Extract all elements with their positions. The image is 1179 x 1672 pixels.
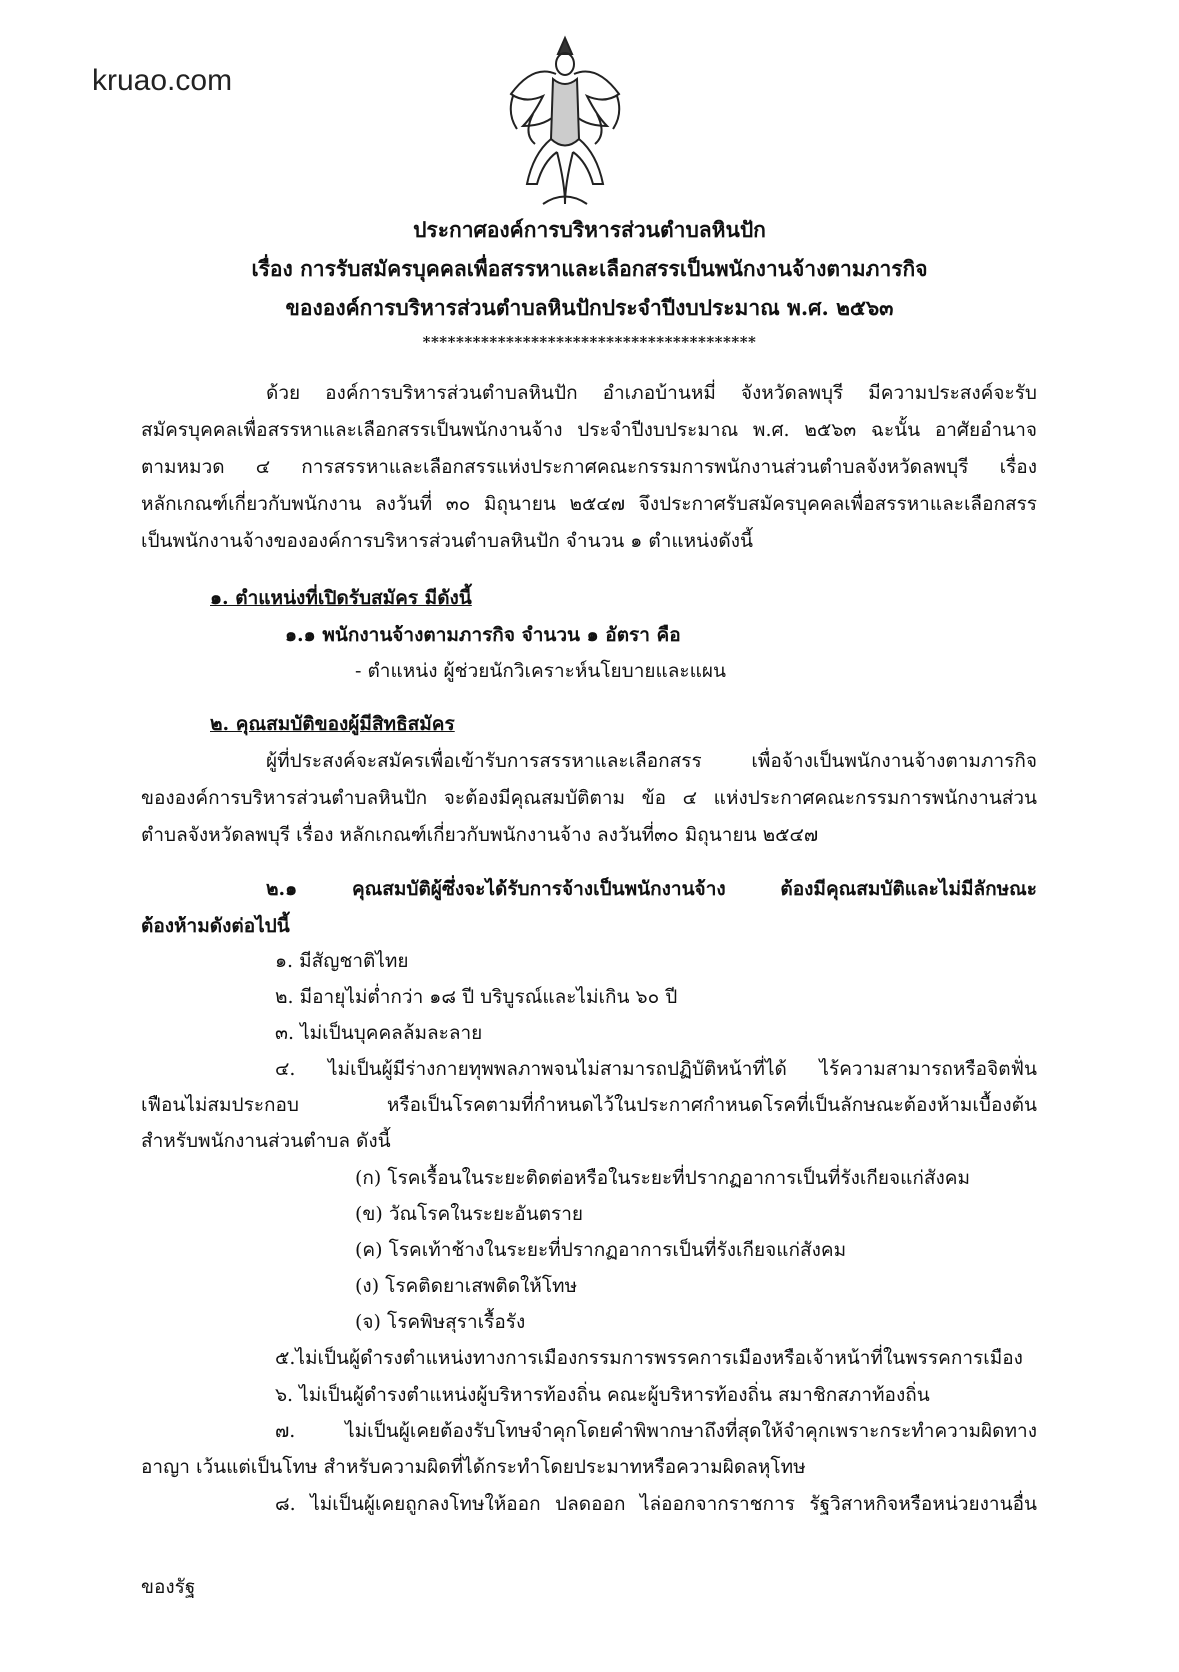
intro-line-3: ตามหมวด ๔ การสรรหาและเลือกสรรแห่งประกาศคณะกรรมการพนักงานส่วนตำบลจังหวัดลพบุรี เรื่อง <box>141 456 1037 478</box>
qualification-item-8-cont: ของรัฐ <box>141 1576 196 1598</box>
intro-line-2: สมัครบุคคลเพื่อสรรหาและเลือกสรรเป็นพนักงานจ้าง ประจำปีงบประมาณ พ.ศ. ๒๕๖๓ ฉะนั้น อาศัยอำนาจ <box>141 419 1037 441</box>
qualification-item-4: ๔. ไม่เป็นผู้มีร่างกายทุพพลภาพจนไม่สามารถปฏิบัติหน้าที่ได้ ไร้ความสามารถหรือจิตฟั่น <box>275 1058 1037 1080</box>
qualification-item-2: ๒. มีอายุไม่ต่ำกว่า ๑๘ ปี บริบูรณ์และไม่เกิน ๖๐ ปี <box>275 986 678 1008</box>
title-divider: **************************************** <box>422 333 757 351</box>
intro-line-5: เป็นพนักงานจ้างขององค์การบริหารส่วนตำบลหินปัก จำนวน ๑ ตำแหน่งดังนี้ <box>141 530 754 552</box>
section-2-heading: ๒. คุณสมบัติของผู้มีสิทธิสมัคร <box>210 713 455 735</box>
watermark: kruao.com <box>92 64 233 97</box>
disease-item-a: (ก) โรคเรื้อนในระยะติดต่อหรือในระยะที่ปรากฏอาการเป็นที่รังเกียจแก่สังคม <box>355 1167 971 1189</box>
qualification-item-7: ๗. ไม่เป็นผู้เคยต้องรับโทษจำคุกโดยคำพิพากษาถึงที่สุดให้จำคุกเพราะกระทำความผิดทาง <box>275 1420 1037 1442</box>
section-2-para-1: ผู้ที่ประสงค์จะสมัครเพื่อเข้ารับการสรรหาและเลือกสรร เพื่อจ้างเป็นพนักงานจ้างตามภารกิจ <box>266 750 1037 772</box>
disease-item-e: (จ) โรคพิษสุราเรื้อรัง <box>355 1311 526 1333</box>
section-2-para-2: ขององค์การบริหารส่วนตำบลหินปัก จะต้องมีคุณสมบัติตาม ข้อ ๔ แห่งประกาศคณะกรรมการพนักงานส่วน <box>141 787 1037 809</box>
announcement-title: ประกาศองค์การบริหารส่วนตำบลหินปัก <box>413 217 766 242</box>
section-1-heading: ๑. ตำแหน่งที่เปิดรับสมัคร มีดังนี้ <box>210 587 472 609</box>
section-2-para-3: ตำบลจังหวัดลพบุรี เรื่อง หลักเกณฑ์เกี่ยวกับพนักงานจ้าง ลงวันที่๓๐ มิถุนายน ๒๕๔๗ <box>141 824 819 846</box>
section-2-1-heading: ๒.๑ คุณสมบัติผู้ซึ่งจะได้รับการจ้างเป็นพนักงานจ้าง ต้องมีคุณสมบัติและไม่มีลักษณะ <box>266 878 1037 900</box>
qualification-item-3: ๓. ไม่เป็นบุคคลล้มละลาย <box>275 1022 483 1044</box>
disease-item-c: (ค) โรคเท้าช้างในระยะที่ปรากฏอาการเป็นที่รังเกียจแก่สังคม <box>355 1239 847 1261</box>
position-title: - ตำแหน่ง ผู้ช่วยนักวิเคราะห์นโยบายและแผน <box>355 660 726 682</box>
qualification-item-6: ๖. ไม่เป็นผู้ดำรงตำแหน่งผู้บริหารท้องถิ่น คณะผู้บริหารท้องถิ่น สมาชิกสภาท้องถิ่น <box>275 1384 930 1406</box>
announcement-subject-cont: ขององค์การบริหารส่วนตำบลหินปักประจำปีงบประมาณ พ.ศ. ๒๕๖๓ <box>285 295 894 320</box>
intro-line-1: ด้วย องค์การบริหารส่วนตำบลหินปัก อำเภอบ้านหมี่ จังหวัดลพบุรี มีความประสงค์จะรับ <box>266 382 1037 404</box>
intro-line-4: หลักเกณฑ์เกี่ยวกับพนักงาน ลงวันที่ ๓๐ มิถุนายน ๒๕๔๗ จึงประกาศรับสมัครบุคคลเพื่อสรรหาและเลือกสรร <box>141 493 1038 515</box>
qualification-item-4-cont-1: เฟือนไม่สมประกอบ หรือเป็นโรคตามที่กำหนดไว้ในประกาศกำหนดโรคที่เป็นลักษณะต้องห้ามเบื้องต้น <box>141 1094 1037 1116</box>
disease-item-b: (ข) วัณโรคในระยะอันตราย <box>355 1203 584 1225</box>
section-1-sub: ๑.๑ พนักงานจ้างตามภารกิจ จำนวน ๑ อัตรา คือ <box>285 624 681 646</box>
qualification-item-8: ๘. ไม่เป็นผู้เคยถูกลงโทษให้ออก ปลดออก ไล่ออกจากราชการ รัฐวิสาหกิจหรือหน่วยงานอื่น <box>275 1493 1037 1515</box>
qualification-item-1: ๑. มีสัญชาติไทย <box>275 950 409 972</box>
qualification-item-4-cont-2: สำหรับพนักงานส่วนตำบล ดังนี้ <box>141 1130 391 1152</box>
qualification-item-5: ๕.ไม่เป็นผู้ดำรงตำแหน่งทางการเมืองกรรมการพรรคการเมืองหรือเจ้าหน้าที่ในพรรคการเมือง <box>275 1347 1023 1369</box>
qualification-item-7-cont: อาญา เว้นแต่เป็นโทษ สำหรับความผิดที่ได้กระทำโดยประมาทหรือความผิดลหุโทษ <box>141 1456 806 1478</box>
garuda-emblem-icon <box>503 34 627 209</box>
announcement-subject: เรื่อง การรับสมัครบุคคลเพื่อสรรหาและเลือกสรรเป็นพนักงานจ้างตามภารกิจ <box>251 256 928 281</box>
section-2-1-heading-cont: ต้องห้ามดังต่อไปนี้ <box>141 915 290 937</box>
disease-item-d: (ง) โรคติดยาเสพติดให้โทษ <box>355 1275 578 1297</box>
